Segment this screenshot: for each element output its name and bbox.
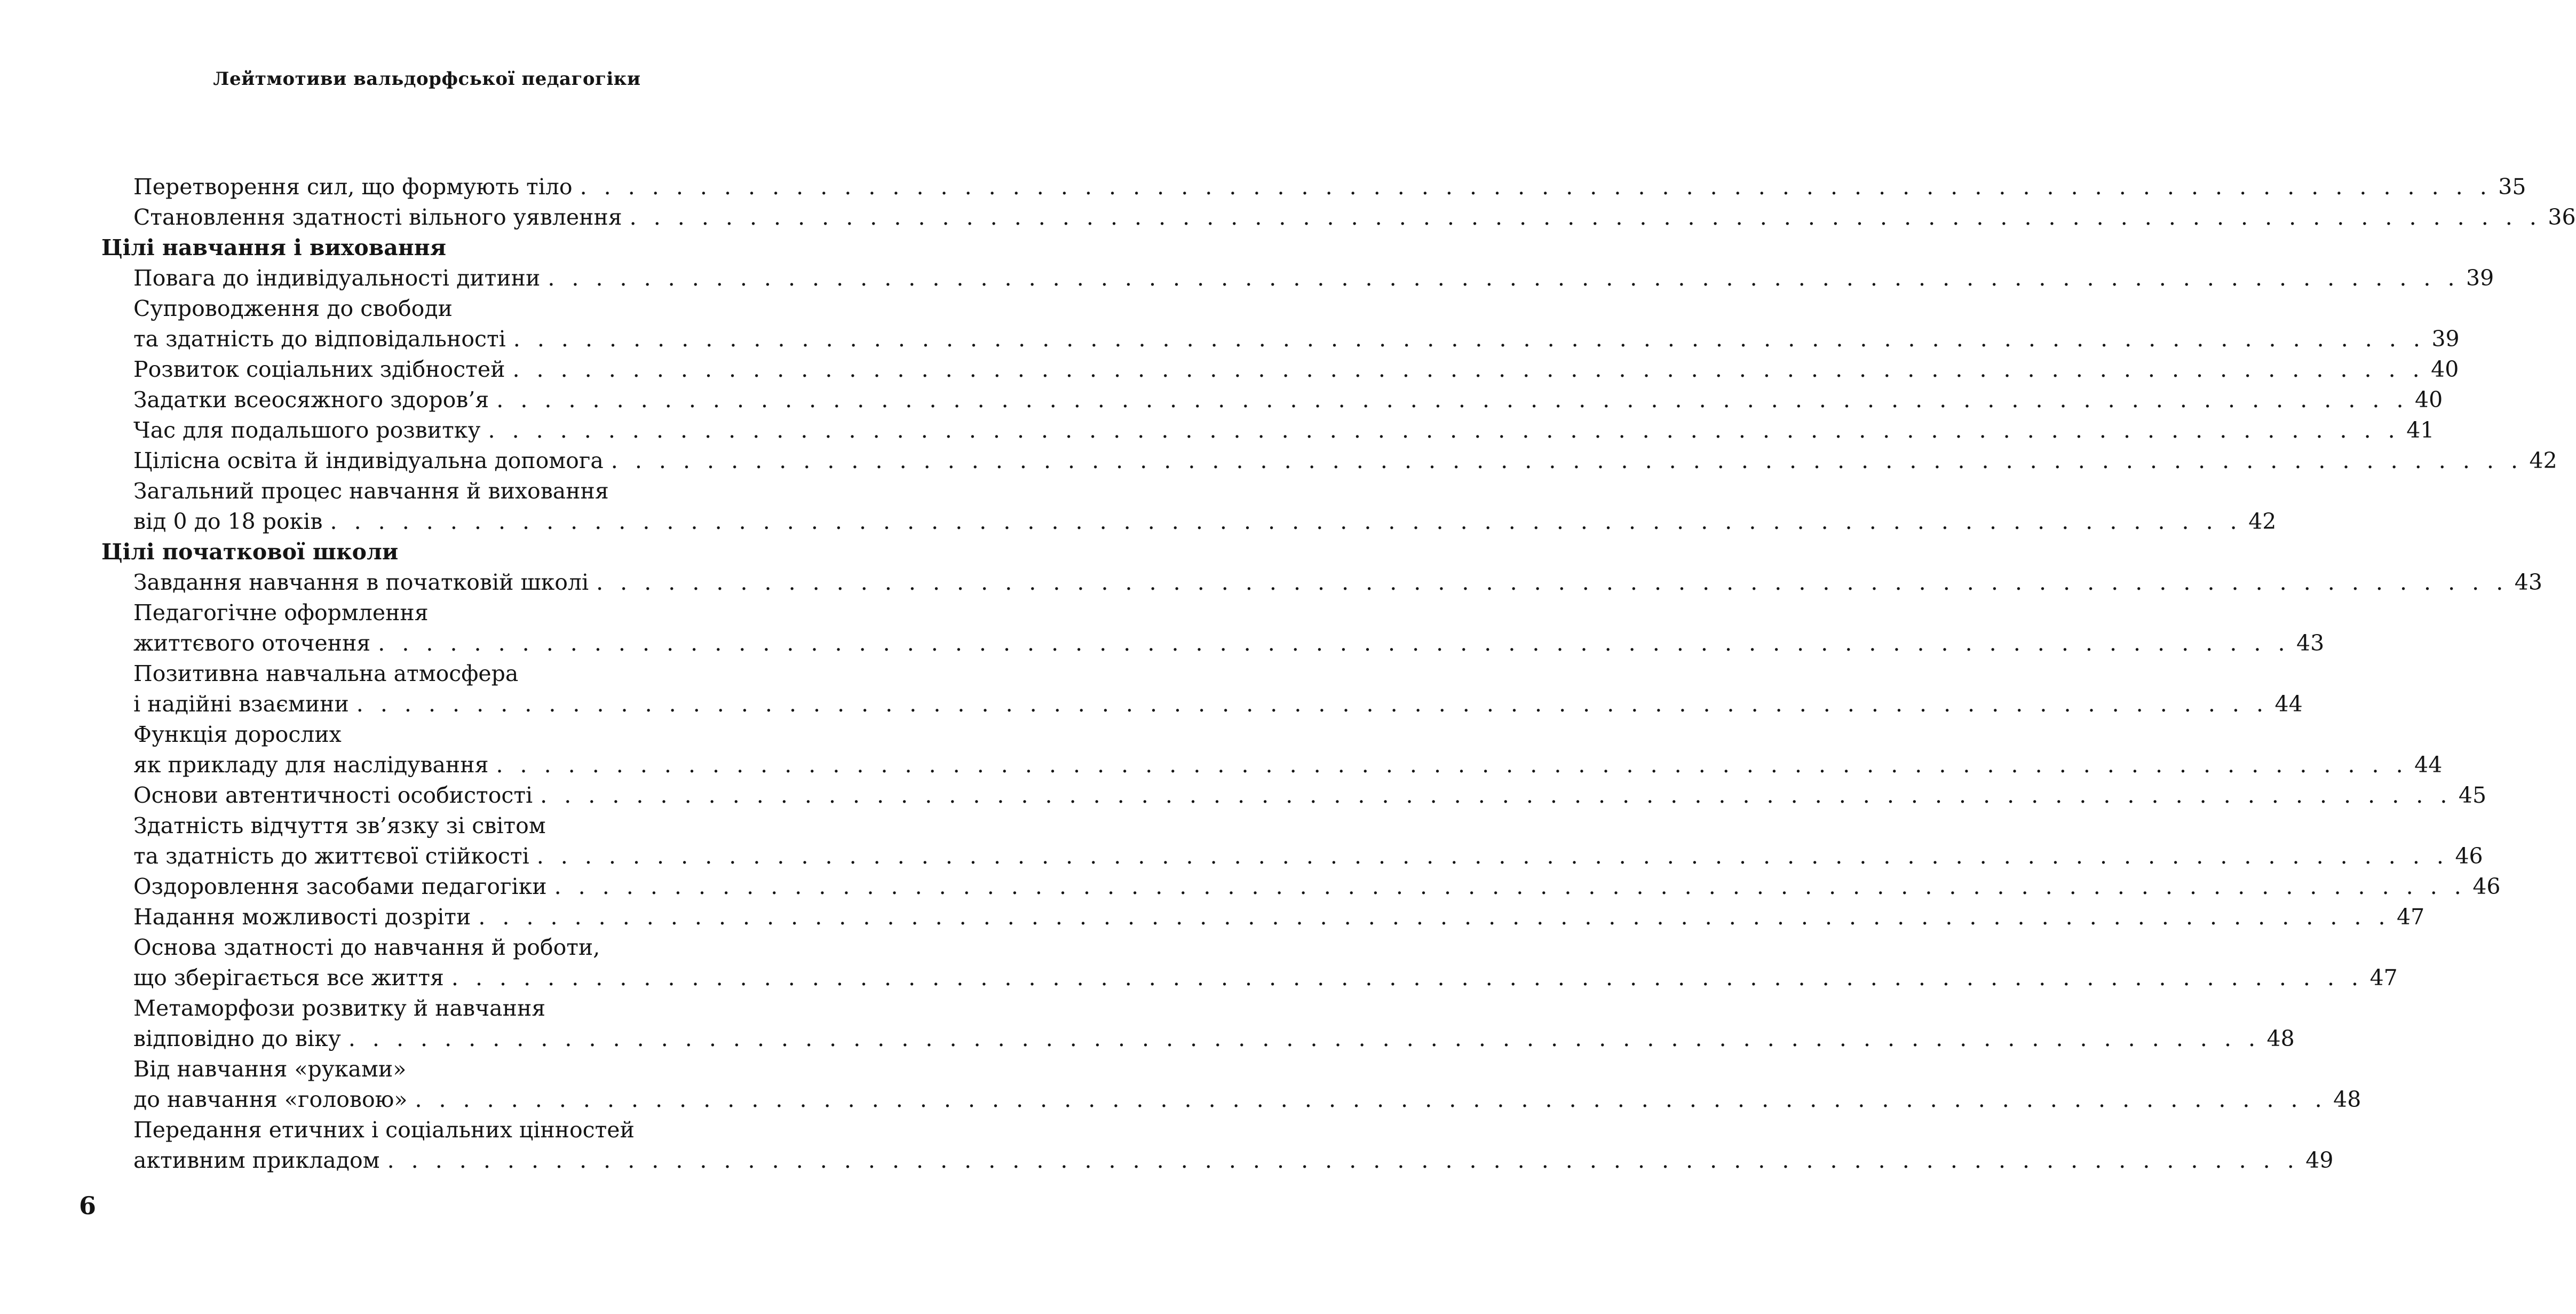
toc-entry-title: Основи автентичності особистості xyxy=(133,782,533,808)
toc-entry-title: Супроводження до свободи xyxy=(133,296,453,321)
toc-entry xyxy=(101,354,2459,385)
toc-entry xyxy=(101,324,2460,354)
toc-entry-title: життєвого оточення xyxy=(133,630,371,656)
toc-entry xyxy=(101,750,2443,780)
toc-entry-title: та здатність до відповідальності xyxy=(133,326,506,352)
dot-leader: . . . . . . . . . . . . . . . . . . . . . . . . . . . . . . . . . . . . . . . . . . . . . . . . . . . . . . . . . . . . . . . . . . . . . . . . . . . . . . . . xyxy=(496,752,2408,778)
toc-entry-title: Час для подальшого розвитку xyxy=(133,417,481,443)
toc-entry-title: Цілісна освіта й індивідуальна допомога xyxy=(133,448,604,473)
toc-entry-title: Повага до індивідуальності дитини xyxy=(133,265,541,291)
toc-entry-page: 44 xyxy=(2414,752,2443,778)
dot-leader: . . . . . . . . . . . . . . . . . . . . . . . . . . . . . . . . . . . . . . . . . . . . . . . . . . . . . . . . . . . . . . . . . . . . . . . . . . . . . . . . xyxy=(540,782,2452,808)
dot-leader: . . . . . . . . . . . . . . . . . . . . . . . . . . . . . . . . . . . . . . . . . . . . . . . . . . . . . . . . . . . . . . . . . . . . . . . . . . . . . . . . xyxy=(478,904,2391,930)
toc-entry-page: 46 xyxy=(2455,843,2483,869)
toc-entry xyxy=(101,841,2483,872)
toc-entry-title: Перетворення сил, що формують тіло xyxy=(133,174,573,200)
toc-entry-page: 48 xyxy=(2333,1087,2361,1112)
toc-entry-title: Загальний процес навчання й виховання xyxy=(133,478,609,504)
toc-entry-page: 41 xyxy=(2406,417,2435,443)
toc-entry-page: 42 xyxy=(2529,448,2557,473)
toc-entry xyxy=(101,202,2576,233)
toc-entry xyxy=(101,963,2398,993)
toc-entry xyxy=(101,446,2557,476)
dot-leader: . . . . . . . . . . . . . . . . . . . . . . . . . . . . . . . . . . . . . . . . . . . . . . . . . . . . . . . . . . . . . . . . . . . . . . . . . . . . . . . . xyxy=(513,326,2426,352)
toc-entry-page: 43 xyxy=(2296,630,2325,656)
dot-leader: . . . . . . . . . . . . . . . . . . . . . . . . . . . . . . . . . . . . . . . . . . . . . . . . . . . . . . . . . . . . . . . . . . . . . . . . . . . . . . . . xyxy=(611,448,2523,473)
toc-entry-page: 40 xyxy=(2431,357,2459,382)
toc-entry-page: 43 xyxy=(2514,569,2542,595)
dot-leader: . . . . . . . . . . . . . . . . . . . . . . . . . . . . . . . . . . . . . . . . . . . . . . . . . . . . . . . . . . . . . . . . . . . . . . . . . . . . . . . . xyxy=(548,265,2460,291)
toc-section-heading: Цілі навчання і виховання xyxy=(101,235,447,260)
toc-entry-title: Завдання навчання в початковій школі xyxy=(133,569,589,595)
toc-entry xyxy=(101,1145,2334,1176)
toc-entry xyxy=(101,628,2325,659)
toc-entry-page: 47 xyxy=(2397,904,2425,930)
toc-entry-title: активним прикладом xyxy=(133,1147,380,1173)
toc-entry xyxy=(101,902,2425,932)
toc-entry-page: 47 xyxy=(2369,965,2398,991)
running-head: Лейтмотиви вальдорфської педагогіки xyxy=(213,68,641,90)
toc-entry-page: 42 xyxy=(2248,509,2277,534)
toc-entry-title: Оздоровлення засобами педагогіки xyxy=(133,874,547,899)
toc-entry-page: 46 xyxy=(2472,874,2501,899)
toc-entry-page: 39 xyxy=(2431,326,2460,352)
dot-leader: . . . . . . . . . . . . . . . . . . . . . . . . . . . . . . . . . . . . . . . . . . . . . . . . . . . . . . . . . . . . . . . . . . . . . . . . . . . . . . . . xyxy=(496,387,2408,413)
toc-entry xyxy=(101,567,2542,598)
toc-entry-page: 44 xyxy=(2274,691,2303,717)
toc-entry-title: Від навчання «руками» xyxy=(133,1056,407,1082)
toc-entry-page: 35 xyxy=(2498,174,2526,200)
toc-entry-page: 40 xyxy=(2415,387,2443,413)
dot-leader: . . . . . . . . . . . . . . . . . . . . . . . . . . . . . . . . . . . . . . . . . . . . . . . . . . . . . . . . . . . . . . . . . . . . . . . . . . . . . . . . xyxy=(536,843,2449,869)
toc-entry xyxy=(101,689,2303,719)
toc-entry xyxy=(101,1024,2295,1054)
toc-entry xyxy=(101,385,2443,415)
table-of-contents xyxy=(101,172,2576,1176)
dot-leader: . . . . . . . . . . . . . . . . . . . . . . . . . . . . . . . . . . . . . . . . . . . . . . . . . . . . . . . . . . . . . . . . . . . . . . . . . . . . . . . . xyxy=(580,174,2492,200)
toc-entry-page: 45 xyxy=(2458,782,2487,808)
dot-leader: . . . . . . . . . . . . . . . . . . . . . . . . . . . . . . . . . . . . . . . . . . . . . . . . . . . . . . . . . . . . . . . . . . . . . . . . . . . . . . . . xyxy=(378,630,2290,656)
toc-entry-title: та здатність до життєвої стійкості xyxy=(133,843,529,869)
toc-entry xyxy=(101,172,2526,202)
dot-leader: . . . . . . . . . . . . . . . . . . . . . . . . . . . . . . . . . . . . . . . . . . . . . . . . . . . . . . . . . . . . . . . . . . . . . . . . . . . . . . . . xyxy=(488,417,2400,443)
dot-leader: . . . . . . . . . . . . . . . . . . . . . . . . . . . . . . . . . . . . . . . . . . . . . . . . . . . . . . . . . . . . . . . . . . . . . . . . . . . . . . . . xyxy=(629,204,2542,230)
toc-entry-title: що зберігається все життя xyxy=(133,965,444,991)
dot-leader: . . . . . . . . . . . . . . . . . . . . . . . . . . . . . . . . . . . . . . . . . . . . . . . . . . . . . . . . . . . . . . . . . . . . . . . . . . . . . . . . xyxy=(330,509,2242,534)
dot-leader: . . . . . . . . . . . . . . . . . . . . . . . . . . . . . . . . . . . . . . . . . . . . . . . . . . . . . . . . . . . . . . . . . . . . . . . . . . . . . . . . xyxy=(554,874,2467,899)
toc-entry xyxy=(101,872,2501,902)
toc-entry-title: Становлення здатності вільного уявлення xyxy=(133,204,622,230)
page-number: 6 xyxy=(79,1191,97,1220)
toc-entry-page: 49 xyxy=(2305,1147,2334,1173)
toc-entry xyxy=(101,780,2487,811)
toc-entry-title: відповідно до віку xyxy=(133,1026,341,1051)
dot-leader: . . . . . . . . . . . . . . . . . . . . . . . . . . . . . . . . . . . . . . . . . . . . . . . . . . . . . . . . . . . . . . . . . . . . . . . . . . . . . . . . xyxy=(512,357,2425,382)
toc-entry-title: до навчання «головою» xyxy=(133,1087,408,1112)
toc-entry-page: 36 xyxy=(2548,204,2576,230)
toc-entry-title: і надійні взаємини xyxy=(133,691,349,717)
toc-entry-title: Розвиток соціальних здібностей xyxy=(133,357,505,382)
toc-entry-page: 39 xyxy=(2466,265,2494,291)
toc-entry-title: Функція дорослих xyxy=(133,722,342,747)
toc-entry-title: Задатки всеосяжного здоров’я xyxy=(133,387,489,413)
toc-entry-title: Надання можливості дозріти xyxy=(133,904,471,930)
dot-leader: . . . . . . . . . . . . . . . . . . . . . . . . . . . . . . . . . . . . . . . . . . . . . . . . . . . . . . . . . . . . . . . . . . . . . . . . . . . . . . . . xyxy=(387,1147,2300,1173)
toc-entry xyxy=(101,1085,2361,1115)
toc-entry-title: від 0 до 18 років xyxy=(133,509,323,534)
toc-entry-title: Педагогічне оформлення xyxy=(133,600,429,626)
dot-leader: . . . . . . . . . . . . . . . . . . . . . . . . . . . . . . . . . . . . . . . . . . . . . . . . . . . . . . . . . . . . . . . . . . . . . . . . . . . . . . . . xyxy=(451,965,2364,991)
toc-entry xyxy=(101,415,2435,446)
toc-entry-title: Здатність відчуття зв’язку зі світом xyxy=(133,813,546,838)
toc-entry-title: Передання етичних і соціальних цінностей xyxy=(133,1117,635,1143)
toc-entry xyxy=(101,506,2277,537)
toc-entry-title: Метаморфози розвитку й навчання xyxy=(133,995,546,1021)
toc-entry-title: Позитивна навчальна атмосфера xyxy=(133,661,519,686)
toc-entry-page: 48 xyxy=(2266,1026,2295,1051)
dot-leader: . . . . . . . . . . . . . . . . . . . . . . . . . . . . . . . . . . . . . . . . . . . . . . . . . . . . . . . . . . . . . . . . . . . . . . . . . . . . . . . . xyxy=(348,1026,2261,1051)
toc-entry-title: як прикладу для наслідування xyxy=(133,752,489,778)
dot-leader: . . . . . . . . . . . . . . . . . . . . . . . . . . . . . . . . . . . . . . . . . . . . . . . . . . . . . . . . . . . . . . . . . . . . . . . . . . . . . . . . xyxy=(596,569,2508,595)
toc-entry-title: Основа здатності до навчання й роботи, xyxy=(133,935,600,960)
toc-section-heading: Цілі початкової школи xyxy=(101,539,399,565)
toc-entry xyxy=(101,263,2494,294)
dot-leader: . . . . . . . . . . . . . . . . . . . . . . . . . . . . . . . . . . . . . . . . . . . . . . . . . . . . . . . . . . . . . . . . . . . . . . . . . . . . . . . . xyxy=(415,1087,2327,1112)
dot-leader: . . . . . . . . . . . . . . . . . . . . . . . . . . . . . . . . . . . . . . . . . . . . . . . . . . . . . . . . . . . . . . . . . . . . . . . . . . . . . . . . xyxy=(356,691,2269,717)
